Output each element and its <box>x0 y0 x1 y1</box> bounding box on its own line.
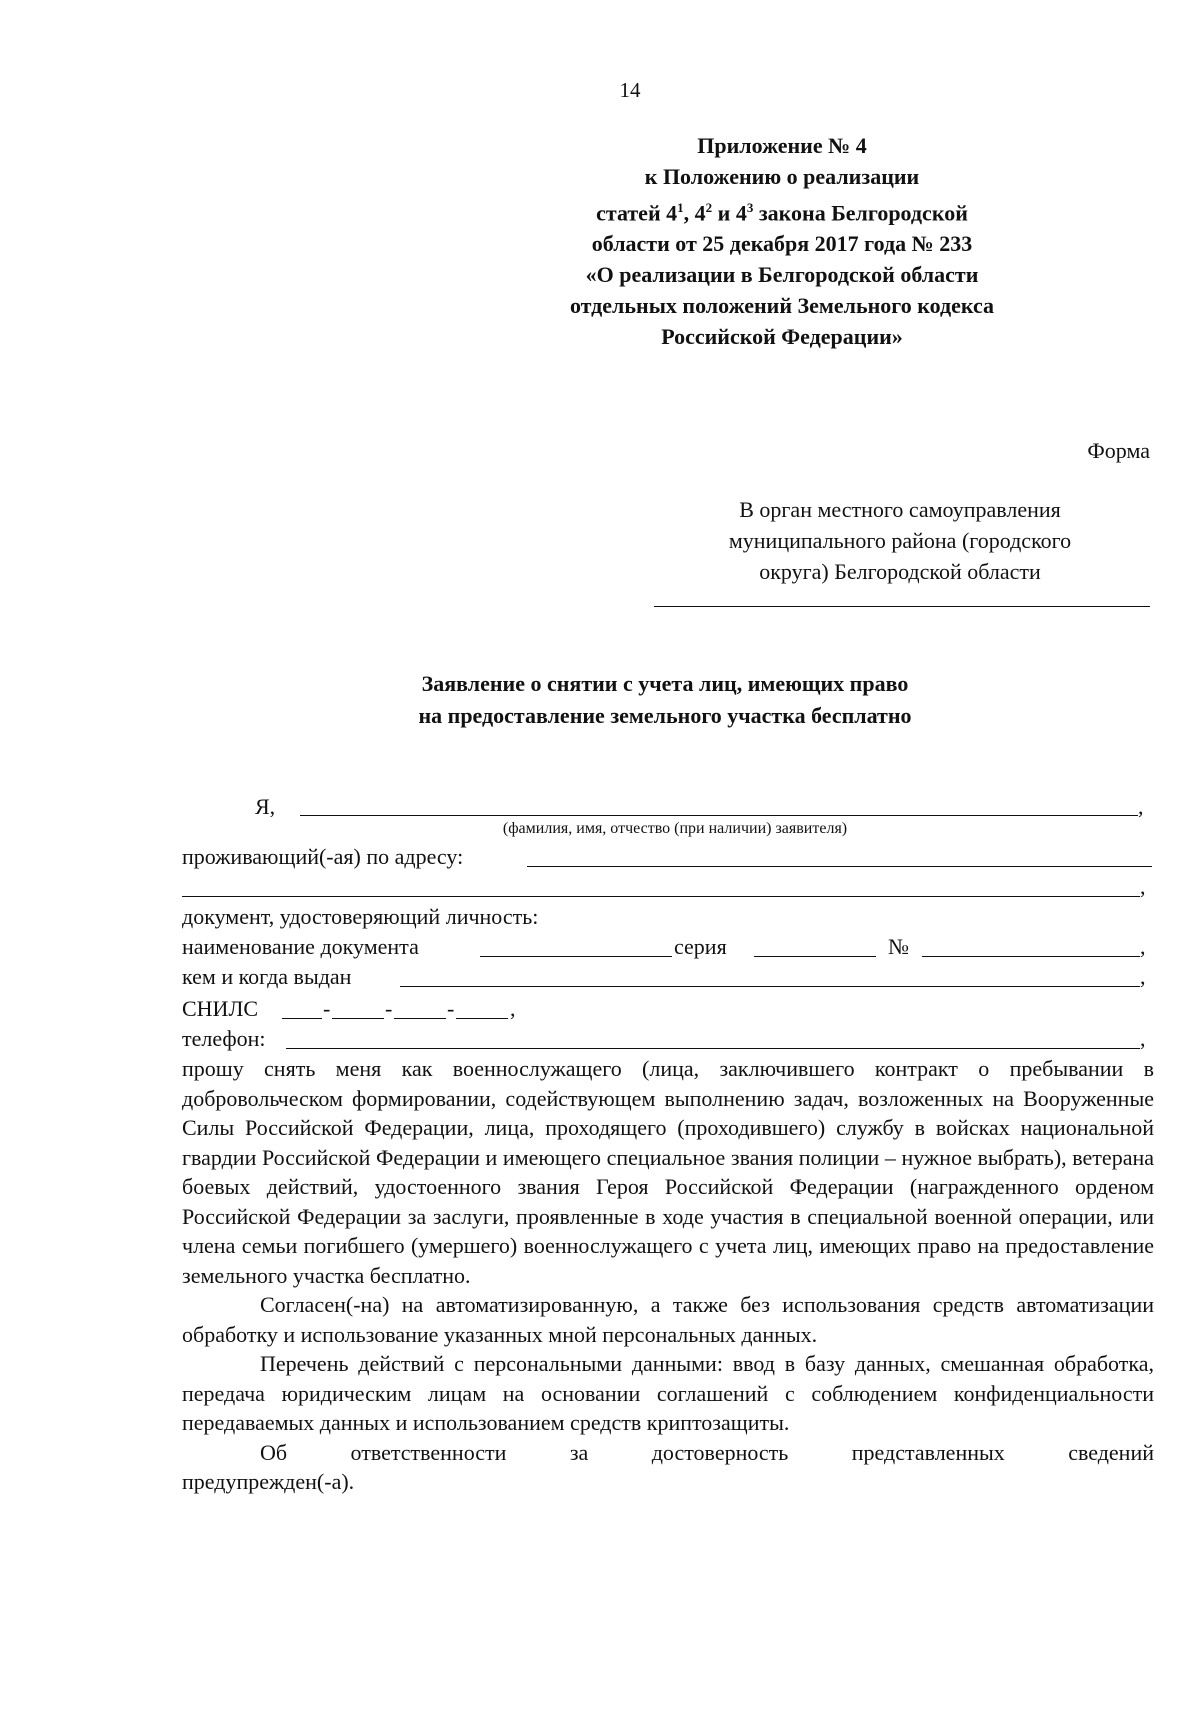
comma: , <box>1140 964 1146 989</box>
phone-field[interactable] <box>286 1048 1140 1049</box>
snils-part-3[interactable] <box>394 1018 446 1019</box>
comma: , <box>1138 794 1144 819</box>
address-row <box>182 842 1152 872</box>
appendix-line: «О реализации в Белгородской области <box>585 262 979 288</box>
processing-paragraph: Перечень действий с персональными данными: ввод в базу данных, смешанная обработка, передача юридическим лицам на основании соглашений с соблюдением конфиденциальности передаваемых данных и использованием средств криптозащиты. <box>182 1351 1154 1435</box>
dash: - <box>385 996 393 1021</box>
addressee <box>655 494 1145 587</box>
document-name-label: наименование документа <box>182 934 419 959</box>
addressee-line: округа) Белгородской области <box>759 559 1041 584</box>
comma: , <box>1140 1026 1146 1051</box>
liability-paragraph-end: предупрежден(-а). <box>182 1469 355 1494</box>
liability-paragraph: Об ответственности за достоверность представленных сведений <box>260 1439 1154 1465</box>
i-label: Я, <box>255 794 276 819</box>
name-field-hint: (фамилия, имя, отчество (при наличии) заявителя) <box>502 820 848 837</box>
snils-part-1[interactable] <box>282 1018 322 1019</box>
title-line: Заявление о снятии с учета лиц, имеющих право <box>421 671 909 696</box>
consent-paragraph: Согласен(-на) на автоматизированную, а также без использования средств автоматизации обработку и использование указанных мной персональных данных. <box>182 1292 1154 1347</box>
snils-part-4[interactable] <box>456 1018 508 1019</box>
applicant-name-field[interactable] <box>300 815 1138 816</box>
form-label: Форма <box>1087 438 1150 463</box>
addressee-line: В орган местного самоуправления <box>739 497 1061 522</box>
address-field[interactable] <box>527 866 1152 867</box>
snils-label: СНИЛС <box>182 996 259 1021</box>
issued-by-field[interactable] <box>400 986 1140 987</box>
appendix-header <box>502 130 1062 352</box>
appendix-line: к Положению о реализации <box>644 164 920 189</box>
dash: - <box>447 996 455 1021</box>
appendix-line: области от 25 декабря 2017 года № 233 <box>591 231 973 257</box>
id-document-label: документ, удостоверяющий личность: <box>182 904 539 929</box>
comma: , <box>1140 874 1146 899</box>
comma: , <box>1140 934 1146 959</box>
snils-part-2[interactable] <box>332 1018 384 1019</box>
document-name-field[interactable] <box>480 956 672 957</box>
series-field[interactable] <box>754 956 876 957</box>
applicant-name-row <box>182 792 1152 822</box>
issued-by-row <box>182 962 1152 992</box>
title-line: на предоставление земельного участка бесплатно <box>418 703 912 728</box>
address-row-2 <box>182 872 1152 902</box>
phone-row <box>182 1024 1152 1054</box>
dash: - <box>323 996 331 1021</box>
id-document-row <box>182 932 1152 962</box>
addressee-line: муниципального района (городского <box>728 528 1072 553</box>
issued-by-label: кем и когда выдан <box>182 964 352 989</box>
application-body <box>182 1054 1154 1497</box>
appendix-line-articles: статей $4^1$, $4^2$ и $4^3$ закона Белгородской <box>596 200 968 226</box>
address-label: проживающий(-ая) по адресу: <box>182 844 464 869</box>
number-label: № <box>888 934 909 959</box>
phone-label: телефон: <box>182 1026 266 1051</box>
page-number: 14 <box>619 78 641 102</box>
appendix-line: Российской Федерации» <box>661 324 903 350</box>
appendix-line: отдельных положений Земельного кодекса <box>569 293 995 319</box>
snils-row <box>182 994 1152 1024</box>
comma: , <box>510 996 516 1021</box>
number-field[interactable] <box>922 956 1140 957</box>
address-field-continued[interactable] <box>182 896 1140 897</box>
series-label: серия <box>674 934 727 959</box>
addressee-blank-line[interactable] <box>654 606 1150 607</box>
id-document-label-row <box>182 902 1152 932</box>
request-paragraph: прошу снять меня как военнослужащего (лица, заключившего контракт о пребывании в добровольческом формировании, содействующем выполнению задач, возложенных на Вооруженные Силы Российской Федерации, лица, проходящего (проходившего) службу в войсках национальной гвардии Российской Федерации и имеющего специальное звания полиции – нужное выбрать), ветерана боевых действий, удостоенного звания Героя Российской Федерации (награжденного орденом Российской Федерации за заслуги, проявленные в ходе участия в специальной военной операции, или члена семьи погибшего (умершего) военнослужащего с учета лиц, имеющих право на предоставление земельного участка бесплатно. <box>182 1056 1154 1288</box>
appendix-line: Приложение № 4 <box>697 133 867 158</box>
document-title <box>240 668 1090 732</box>
